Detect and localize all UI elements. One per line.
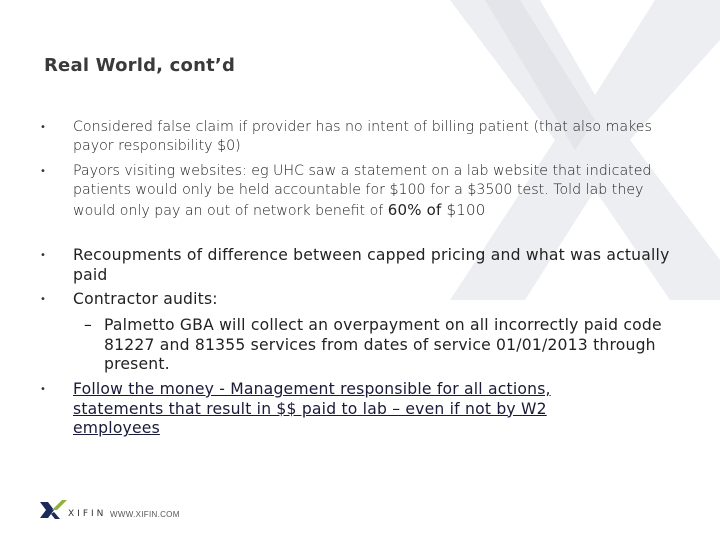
bullet-text: Recoupments of difference between capped pricing and what was actually paid: [73, 246, 670, 284]
bullet-marker: •: [40, 294, 46, 305]
bullet-marker: •: [40, 384, 46, 395]
bullet-marker: •: [40, 250, 46, 261]
footer-logo: [38, 498, 238, 522]
bullet-text-part: Payors visiting websites: eg UHC saw a statement on a lab website that indicated patients would only be held accountable for $100 for a $3500 test. Told lab they would only pay an out of network benefit of: [73, 163, 652, 219]
bullet-marker: •: [40, 166, 46, 177]
bullet-text-part: $100: [441, 200, 486, 219]
follow-the-money-link[interactable]: Follow the money - Management responsible for all actions, statements that result in $$ paid to lab – even if not by W2 employees: [73, 380, 551, 438]
slide-title: Real World, cont’d: [44, 55, 236, 76]
bullet-text: Considered false claim if provider has no intent of billing patient (that also makes payor responsibility $0): [73, 119, 652, 155]
sub-bullet-text: Palmetto GBA will collect an overpayment on all incorrectly paid code 81227 and 81355 services from dates of service 01/01/2013 through present.: [104, 316, 662, 374]
bullet-text-emphasis: 60% of: [387, 200, 442, 219]
sub-bullet-marker: –: [84, 316, 92, 334]
xifin-x-icon: [38, 498, 68, 522]
bullet-text: Contractor audits:: [73, 290, 218, 308]
bullet-marker: •: [40, 122, 46, 133]
footer-url[interactable]: WWW.XIFIN.COM: [110, 510, 180, 519]
bullet-text: [73, 162, 683, 221]
logo-wordmark: XIFIN: [68, 509, 107, 519]
